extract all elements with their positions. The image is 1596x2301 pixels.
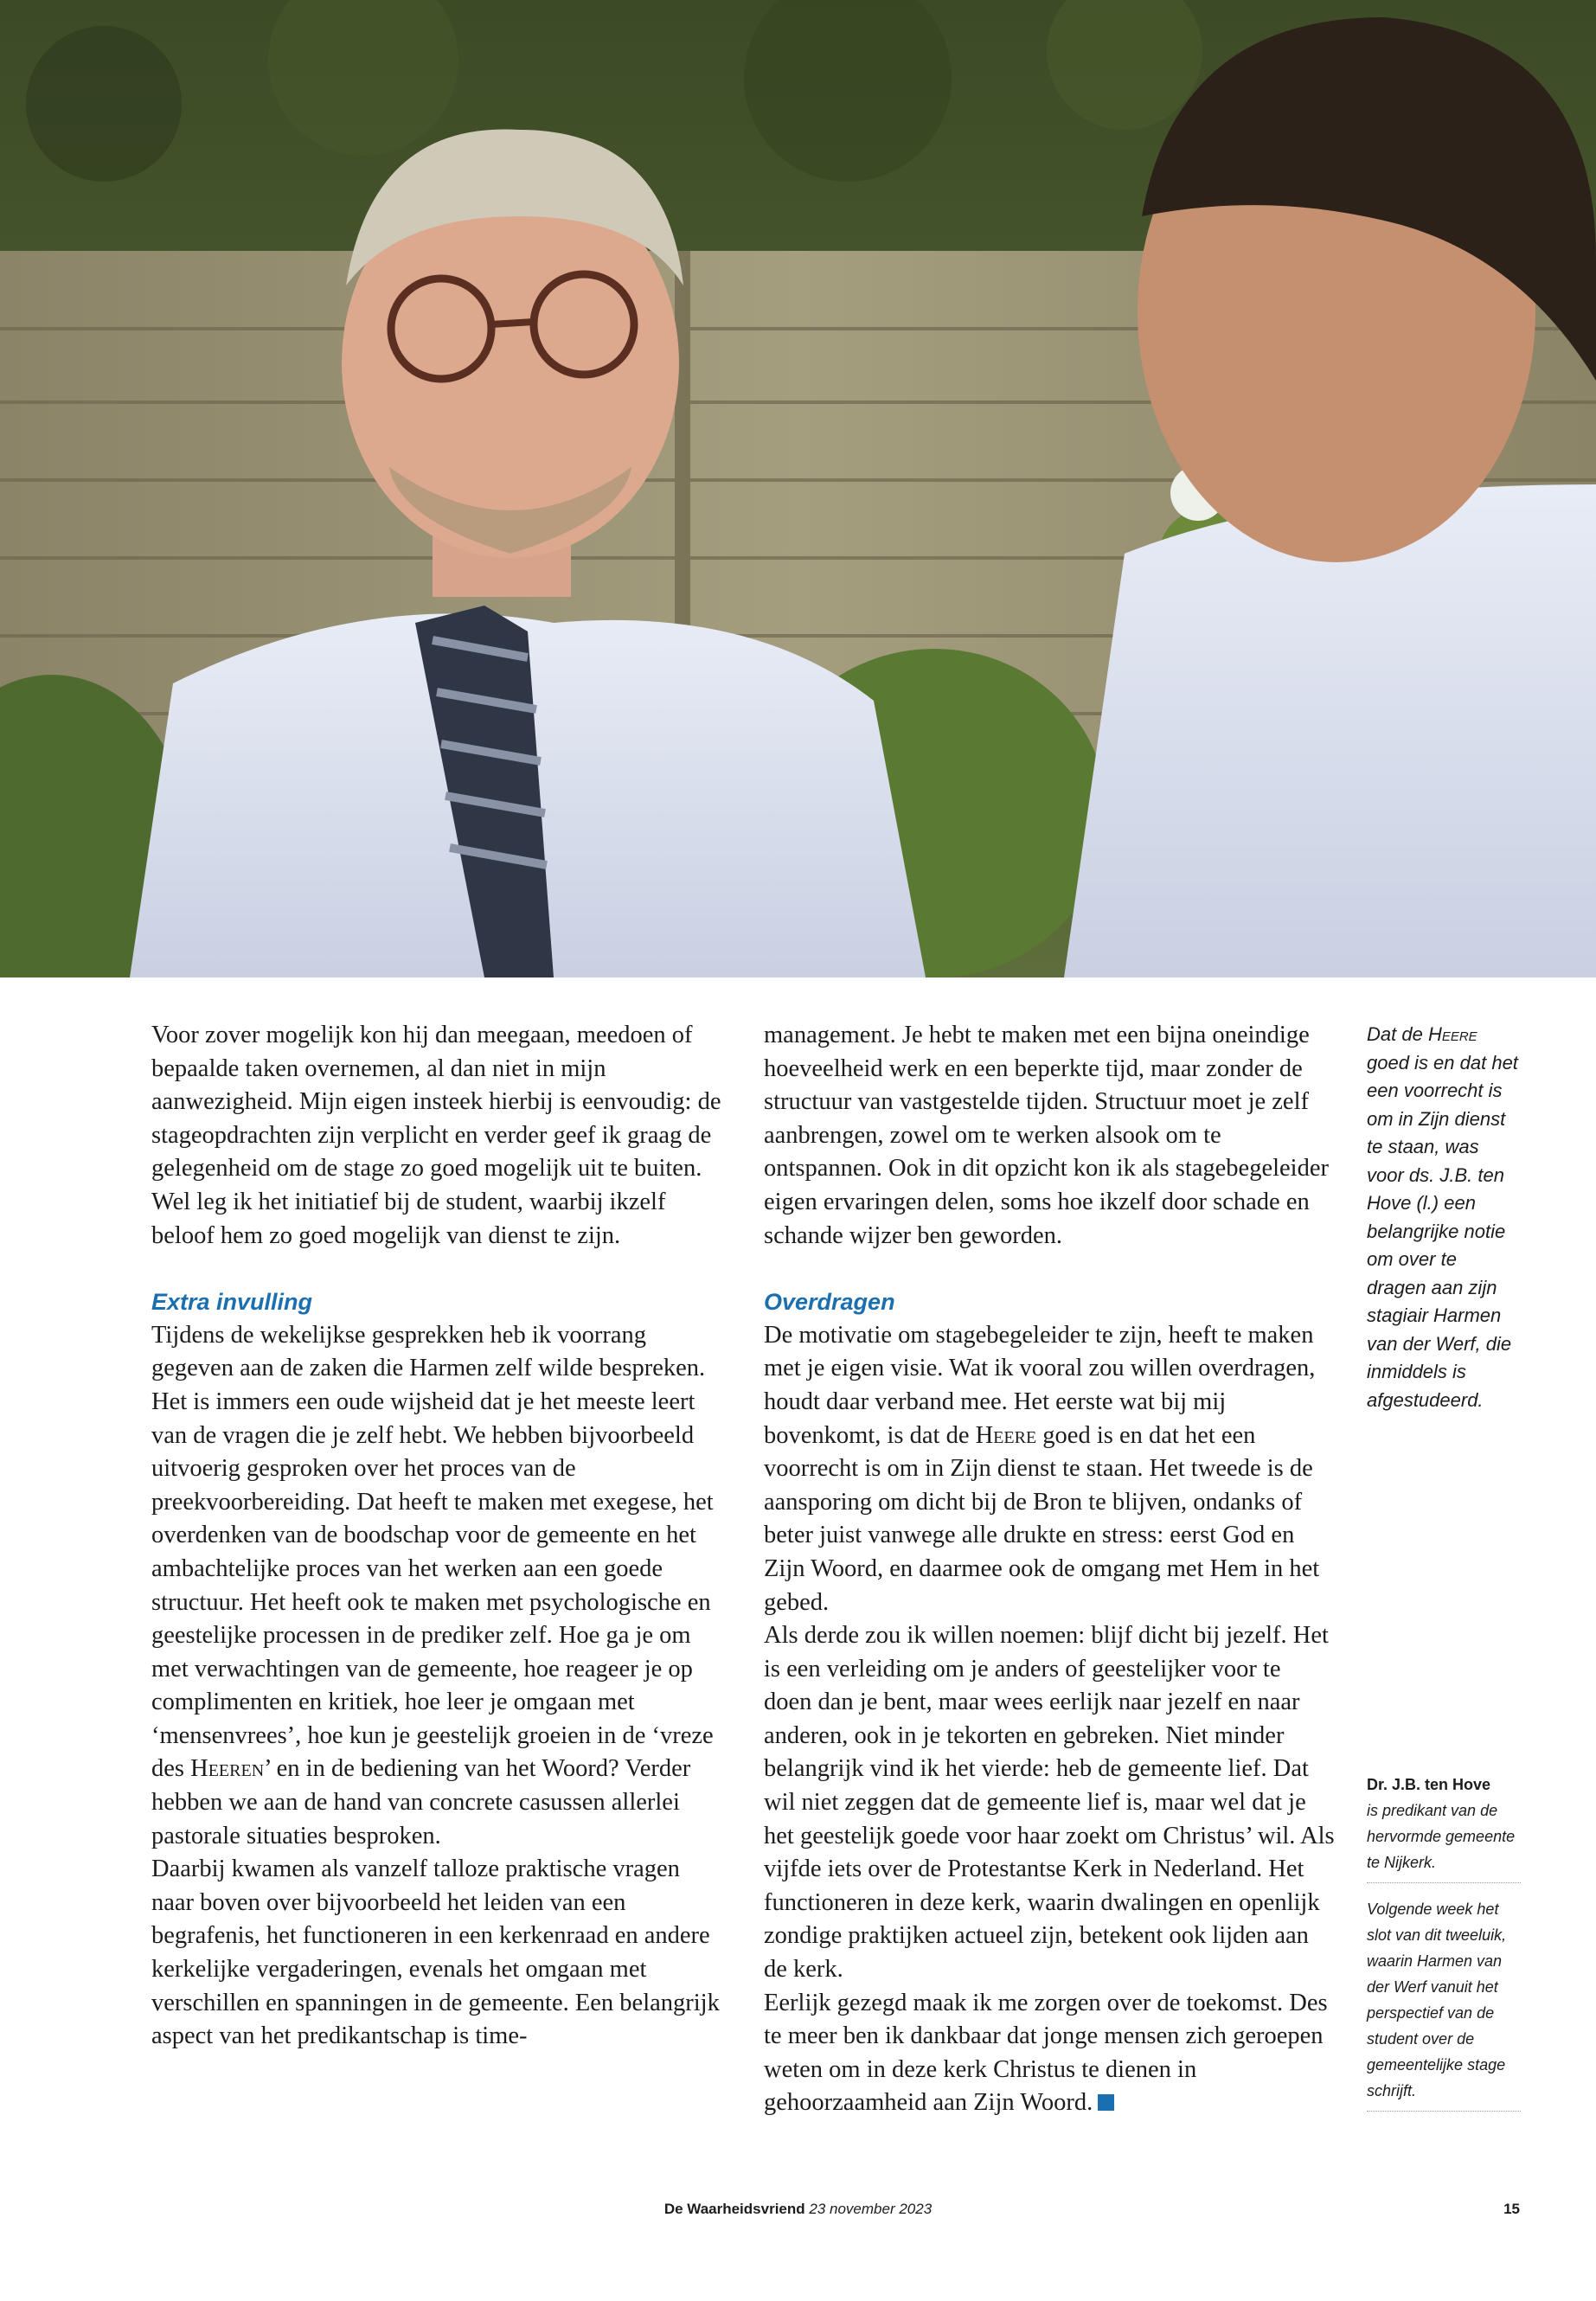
footer-publication: [0, 2201, 1596, 2218]
end-mark-icon: [1098, 2094, 1114, 2111]
photo-caption: Dat de Heere goed is en dat het een voorrecht is om in Zijn dienst te staan, was voor ds. J.B. ten Hove (l.) een belangrijke notie om over te dragen aan zijn stagiair Harmen van der Werf, die inmiddels is afgestudeerd.: [1367, 1023, 1518, 1411]
next-week-note: Volgende week het slot van dit tweeluik, waarin Harmen van der Werf vanuit het perspectief van de student over de gemeentelijke stage schrijft.: [1367, 1896, 1521, 2112]
paragraph: management. Je hebt te maken met een bijna oneindige hoeveelheid werk en een beperkte tijd, maar zonder de structuur van vastgestelde tijden. Structuur moet je zelf aanbrengen, zowel om te werken alsook om te ontspannen. Ook in dit opzicht kon ik als stagebegeleider eigen ervaringen delen, soms hoe ikzelf door schade en schande wijzer ben geworden.: [764, 1022, 1329, 1249]
subheading-overdragen: Overdragen: [764, 1289, 895, 1316]
article-column-middle: [764, 1019, 1335, 2120]
author-name: Dr. J.B. ten Hove: [1367, 1776, 1491, 1793]
page-number: 15: [1503, 2201, 1520, 2217]
paragraph: De motivatie om stagebegeleider te zijn, heeft te maken met je eigen visie. Wat ik vooral zou willen overdragen, houdt daar verband mee. Het eerste wat bij mij bovenkomt, is dat de Heere goed is en dat het een voorrecht is om in Zijn dienst te staan. Het tweede is de aansporing om dicht bij de Bron te blijven, ondanks of beter juist vanwege alle drukte en stress: eerst God en Zijn Woord, en daarmee ook de omgang met Hem in het gebed.: [764, 1321, 1320, 1616]
author-bio: is predikant van de hervormde gemeente te Nijkerk.: [1367, 1802, 1516, 1871]
paragraph: Daarbij kwamen als vanzelf talloze praktische vragen naar boven over bijvoorbeeld het leiden van een begrafenis, het functioneren in een kerkenraad en andere kerkelijke vergaderingen, evenals het omgaan met verschillen en spanningen in de gemeente. Een belangrijk aspect van het predikantschap is time-: [151, 1856, 720, 2050]
header-photo: [0, 0, 1596, 977]
paragraph: Als derde zou ik willen noemen: blijf dicht bij jezelf. Het is een verleiding om je anders of geestelijker voor te doen dan je bent, maar wees eerlijk naar jezelf en naar anderen, ook in je tekorten en gebreken. Niet minder belangrijk vind ik het vierde: heb de gemeente lief. Dat wil niet zeggen dat de gemeente lief is, maar wel dat je het geestelijk goede voor haar zoekt om Christus’ wil. Als vijfde iets over de Protestantse Kerk in Nederland. Het functioneren in deze kerk, waarin dwalingen en openlijk zondige praktijken actueel zijn, betekent ook lijden aan de kerk.: [764, 1622, 1335, 1984]
author-info: [1367, 1772, 1521, 1883]
paragraph: Eerlijk gezegd maak ik me zorgen over de toekomst. Des te meer ben ik dankbaar dat jonge mensen zich geroepen weten om in deze kerk Christus te dienen in gehoorzaamheid aan Zijn Woord.: [764, 1989, 1328, 2117]
issue-date: 23 november 2023: [809, 2201, 933, 2217]
paragraph: Tijdens de wekelijkse gesprekken heb ik voorrang gegeven aan de zaken die Harmen zelf wilde bespreken. Het is immers een oude wijsheid dat je het meeste leert van de vragen die je zelf hebt. We hebben bijvoorbeeld uitvoerig gesproken over het proces van de preekvoorbereiding. Dat heeft te maken met exegese, het overdenken van de boodschap voor de gemeente en het ambachtelijke proces van het werken aan een goede structuur. Het heeft ook te maken met psychologische en geestelijke processen in de prediker zelf. Hoe ga je om met verwachtingen van de gemeente, hoe reageer je op complimenten en kritiek, hoe leer je omgaan met ‘mensenvrees’, hoe kun je geestelijk groeien in de ‘vreze des Heeren’ en in de bediening van het Woord? Verder hebben we aan de hand van concrete casussen allerlei pastorale situaties besproken.: [151, 1321, 714, 1849]
subheading-extra-invulling: Extra invulling: [151, 1289, 313, 1316]
paragraph: Voor zover mogelijk kon hij dan meegaan, meedoen of bepaalde taken overnemen, al dan niet in mijn aanwezigheid. Mijn eigen insteek hierbij is eenvoudig: de stageopdrachten zijn verplicht en verder geef ik graag de gelegenheid om de stage zo goed mogelijk uit te buiten. Wel leg ik het initiatief bij de student, waarbij ikzelf beloof hem zo goed mogelijk van dienst te zijn.: [151, 1022, 721, 1249]
magazine-name: De Waarheidsvriend: [663, 2201, 805, 2217]
article-column-left: [151, 1019, 722, 2054]
photo-icon: [0, 0, 1596, 977]
